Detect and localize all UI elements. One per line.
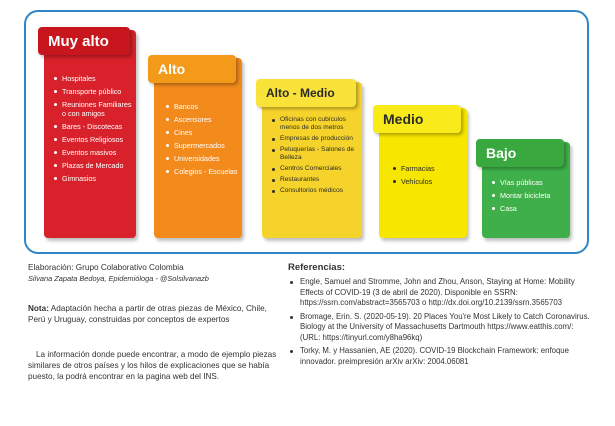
list-item: Plazas de Mercado	[54, 161, 136, 170]
reference-item: Engle, Samuel and Stromme, John and Zhou, Anson, Staying at Home: Mobility Effects of COVID-19 (3 de abril de 2020). Disponible en SSRN: https://ssrn.com/abstract=3565703 o http://dx.doi.org/10.2139/ssrn.3565703	[288, 277, 593, 309]
card-list	[166, 102, 238, 180]
reference-item: Bromage, Erin. S. (2020-05-19). 20 Places You're Most Likely to Catch Coronavirus. Biology at the University of Massachusetts Dartmouth https://www.eatthis.com/: (URL: https://tinyurl.com/y8ha96kq)	[288, 312, 593, 344]
credit-line: Elaboración: Grupo Colaborativo Colombia	[28, 263, 184, 272]
card-title: Muy alto	[38, 27, 130, 55]
list-item: Empresas de producción	[272, 135, 362, 143]
card-list	[272, 116, 362, 198]
list-item: Consultorios médicos	[272, 187, 362, 195]
list-item: Colegios - Escuelas	[166, 167, 238, 176]
note-block	[28, 303, 278, 325]
list-item: Hospitales	[54, 74, 136, 83]
card-medio	[379, 108, 467, 238]
list-item: Gimnasios	[54, 174, 136, 183]
list-item: Vehículos	[393, 177, 435, 186]
reference-item: Torky, M. y Hassanien, AE (2020). COVID-19 Blockchain Framework: enfoque innovador. preimpresión arXiv arXiv: 2004.06081	[288, 346, 593, 367]
card-title: Alto	[148, 55, 236, 83]
list-item: Supermercados	[166, 141, 238, 150]
note-label: Nota:	[28, 304, 49, 313]
list-item: Centros Comerciales	[272, 165, 362, 173]
list-item: Casa	[492, 204, 550, 213]
list-item: Bares - Discotecas	[54, 122, 136, 131]
note-text: Adaptación hecha a partir de otras piezas de México, Chile, Perú y Uruguay, construidas por conceptos de expertos	[28, 304, 267, 324]
card-alto-medio	[262, 82, 362, 238]
card-list	[54, 74, 136, 187]
list-item: Montar bicicleta	[492, 191, 550, 200]
card-bajo	[482, 142, 570, 238]
references-title: Referencias:	[288, 262, 346, 273]
list-item: Transporte público	[54, 87, 136, 96]
card-muy-alto	[44, 30, 136, 238]
list-item: Peluquerías - Salones de Belleza	[272, 146, 362, 162]
credit-block	[28, 262, 273, 284]
info-paragraph: La información donde puede encontrar, a modo de ejemplo piezas similares de otros países y los hilos de explicaciones que se había puesto, la podrá encontrar en la pagina web del INS.	[28, 350, 277, 381]
list-item: Reuniones Familiares o con amigos	[54, 100, 136, 118]
card-list	[393, 164, 435, 190]
card-title: Alto - Medio	[256, 79, 356, 107]
list-item: Restaurantes	[272, 176, 362, 184]
card-title: Bajo	[476, 139, 564, 167]
references-block	[288, 262, 593, 370]
list-item: Universidades	[166, 154, 238, 163]
card-title: Medio	[373, 105, 461, 133]
list-item: Farmacias	[393, 164, 435, 173]
card-list	[492, 178, 550, 217]
list-item: Eventos masivos	[54, 148, 136, 157]
list-item: Eventos Religiosos	[54, 135, 136, 144]
list-item: Vías públicas	[492, 178, 550, 187]
references-list	[288, 277, 593, 367]
card-alto	[154, 58, 242, 238]
list-item: Bancos	[166, 102, 238, 111]
list-item: Cines	[166, 128, 238, 137]
list-item: Ascensores	[166, 115, 238, 124]
credit-author: Silvana Zapata Bedoya, Epidemióloga - @Solsilvanazb	[28, 274, 209, 283]
list-item: Oficinas con cubículos menos de dos metros	[272, 116, 362, 132]
